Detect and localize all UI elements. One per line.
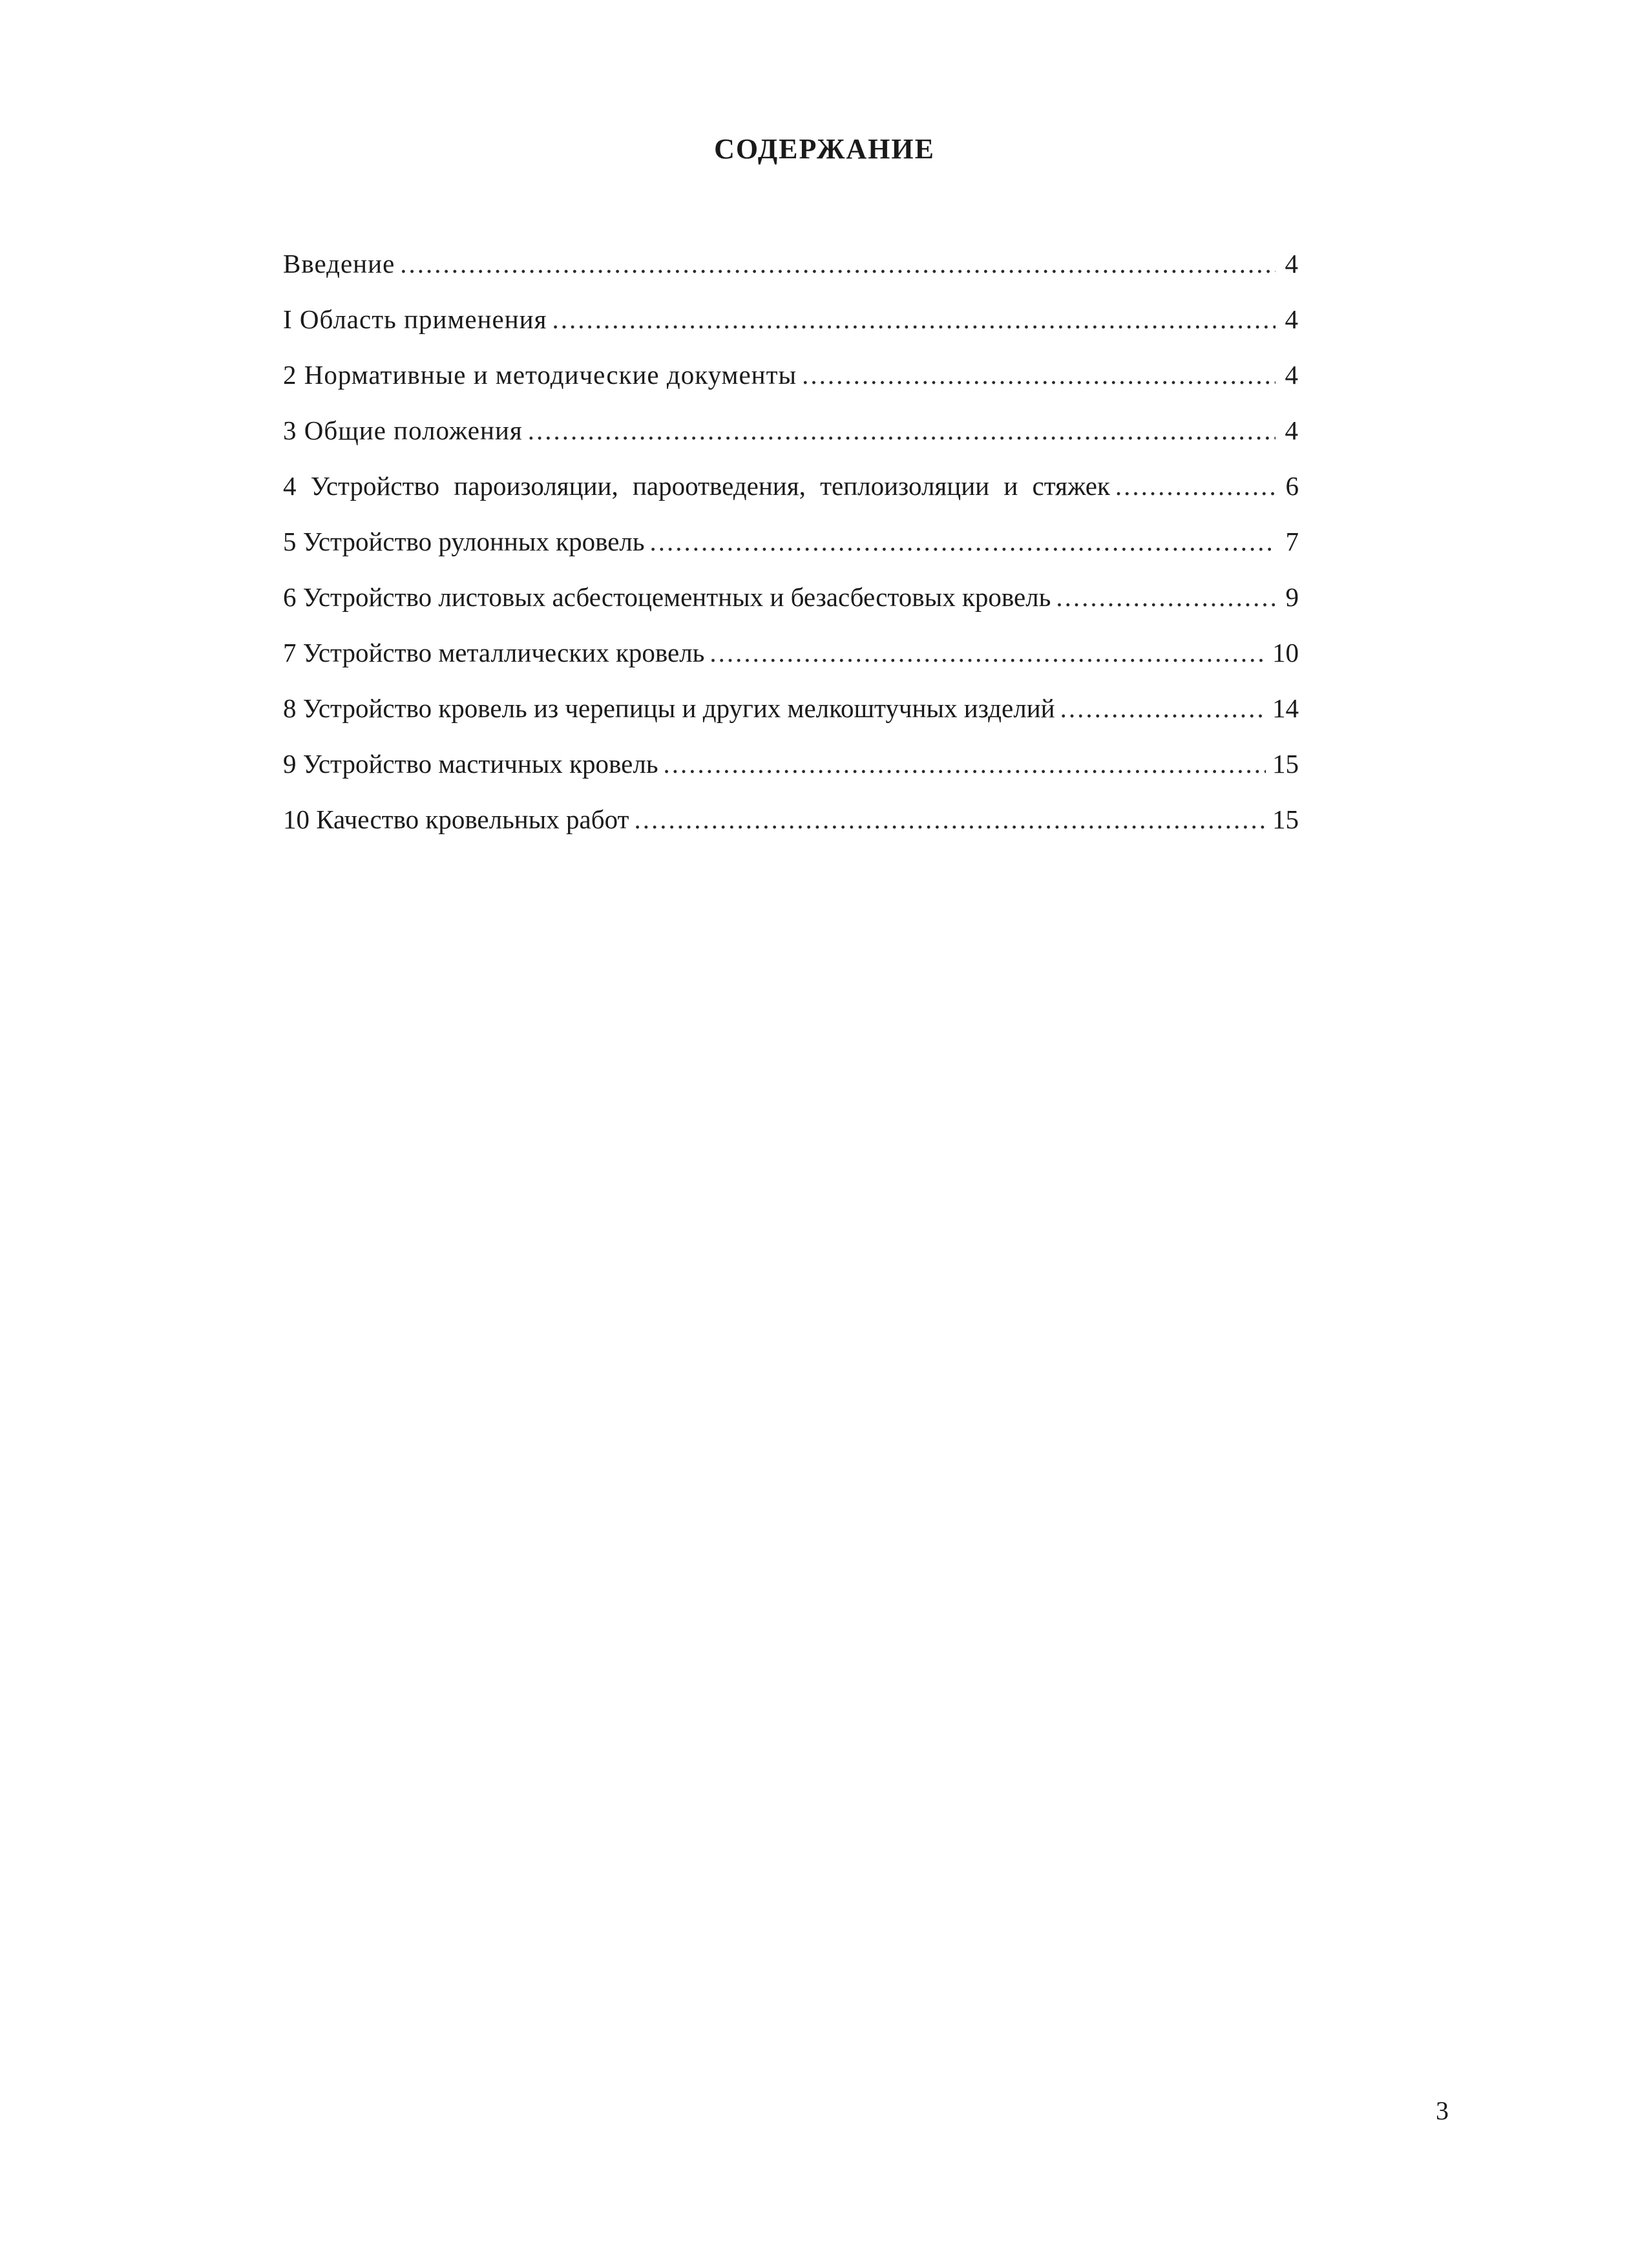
toc-entry xyxy=(283,693,1299,748)
toc-entry-page: 4 xyxy=(1285,249,1299,278)
toc-dot-leader xyxy=(664,748,1266,779)
toc-entry xyxy=(283,359,1299,415)
toc-entry-title: 7 Устройство металлических кровель xyxy=(283,638,705,667)
toc-entry-title: 6 Устройство листовых асбестоцементных и безасбестовых кровель xyxy=(283,582,1051,612)
toc-entry-title: I Область применения xyxy=(283,304,547,334)
toc-entry-page: 14 xyxy=(1272,693,1299,723)
toc-entry-title: Введение xyxy=(283,249,395,278)
toc-dot-leader xyxy=(650,526,1276,557)
table-of-contents xyxy=(283,248,1299,859)
toc-entry-title: 4 Устройство пароизоляции, пароотведения, теплоизоляции и стяжек xyxy=(283,471,1110,501)
toc-entry xyxy=(283,415,1299,470)
toc-entry-title: 5 Устройство рулонных кровель xyxy=(283,527,645,556)
toc-dot-leader xyxy=(634,804,1266,835)
toc-entry-page: 4 xyxy=(1285,415,1299,445)
toc-dot-leader xyxy=(709,637,1266,668)
page-title: СОДЕРЖАНИЕ xyxy=(714,133,935,165)
toc-entry xyxy=(283,748,1299,804)
toc-dot-leader xyxy=(400,248,1276,279)
toc-dot-leader xyxy=(802,359,1276,390)
toc-entry-page: 15 xyxy=(1272,804,1299,834)
toc-entry xyxy=(283,470,1299,526)
toc-entry xyxy=(283,248,1299,304)
toc-entry xyxy=(283,582,1299,637)
toc-dot-leader xyxy=(528,415,1276,446)
toc-entry xyxy=(283,304,1299,359)
toc-entry-title: 8 Устройство кровель из черепицы и других мелкоштучных изделий xyxy=(283,693,1055,723)
toc-entry xyxy=(283,637,1299,693)
toc-entry-title: 2 Нормативные и методические документы xyxy=(283,360,797,390)
toc-entry-title: 3 Общие положения xyxy=(283,415,523,445)
toc-entry xyxy=(283,526,1299,582)
toc-entry-page: 15 xyxy=(1272,749,1299,779)
toc-entry-title: 10 Качество кровельных работ xyxy=(283,804,629,834)
toc-dot-leader xyxy=(1056,582,1276,613)
toc-dot-leader xyxy=(1060,693,1266,724)
toc-dot-leader xyxy=(1115,470,1276,501)
toc-entry xyxy=(283,804,1299,859)
page-number: 3 xyxy=(1436,2096,1449,2125)
toc-entry-page: 7 xyxy=(1285,527,1299,556)
toc-entry-page: 10 xyxy=(1272,638,1299,667)
toc-entry-page: 4 xyxy=(1285,304,1299,334)
toc-entry-title: 9 Устройство мастичных кровель xyxy=(283,749,658,779)
toc-entry-page: 9 xyxy=(1285,582,1299,612)
toc-entry-page: 6 xyxy=(1285,471,1299,501)
toc-dot-leader xyxy=(552,304,1276,335)
toc-entry-page: 4 xyxy=(1285,360,1299,390)
